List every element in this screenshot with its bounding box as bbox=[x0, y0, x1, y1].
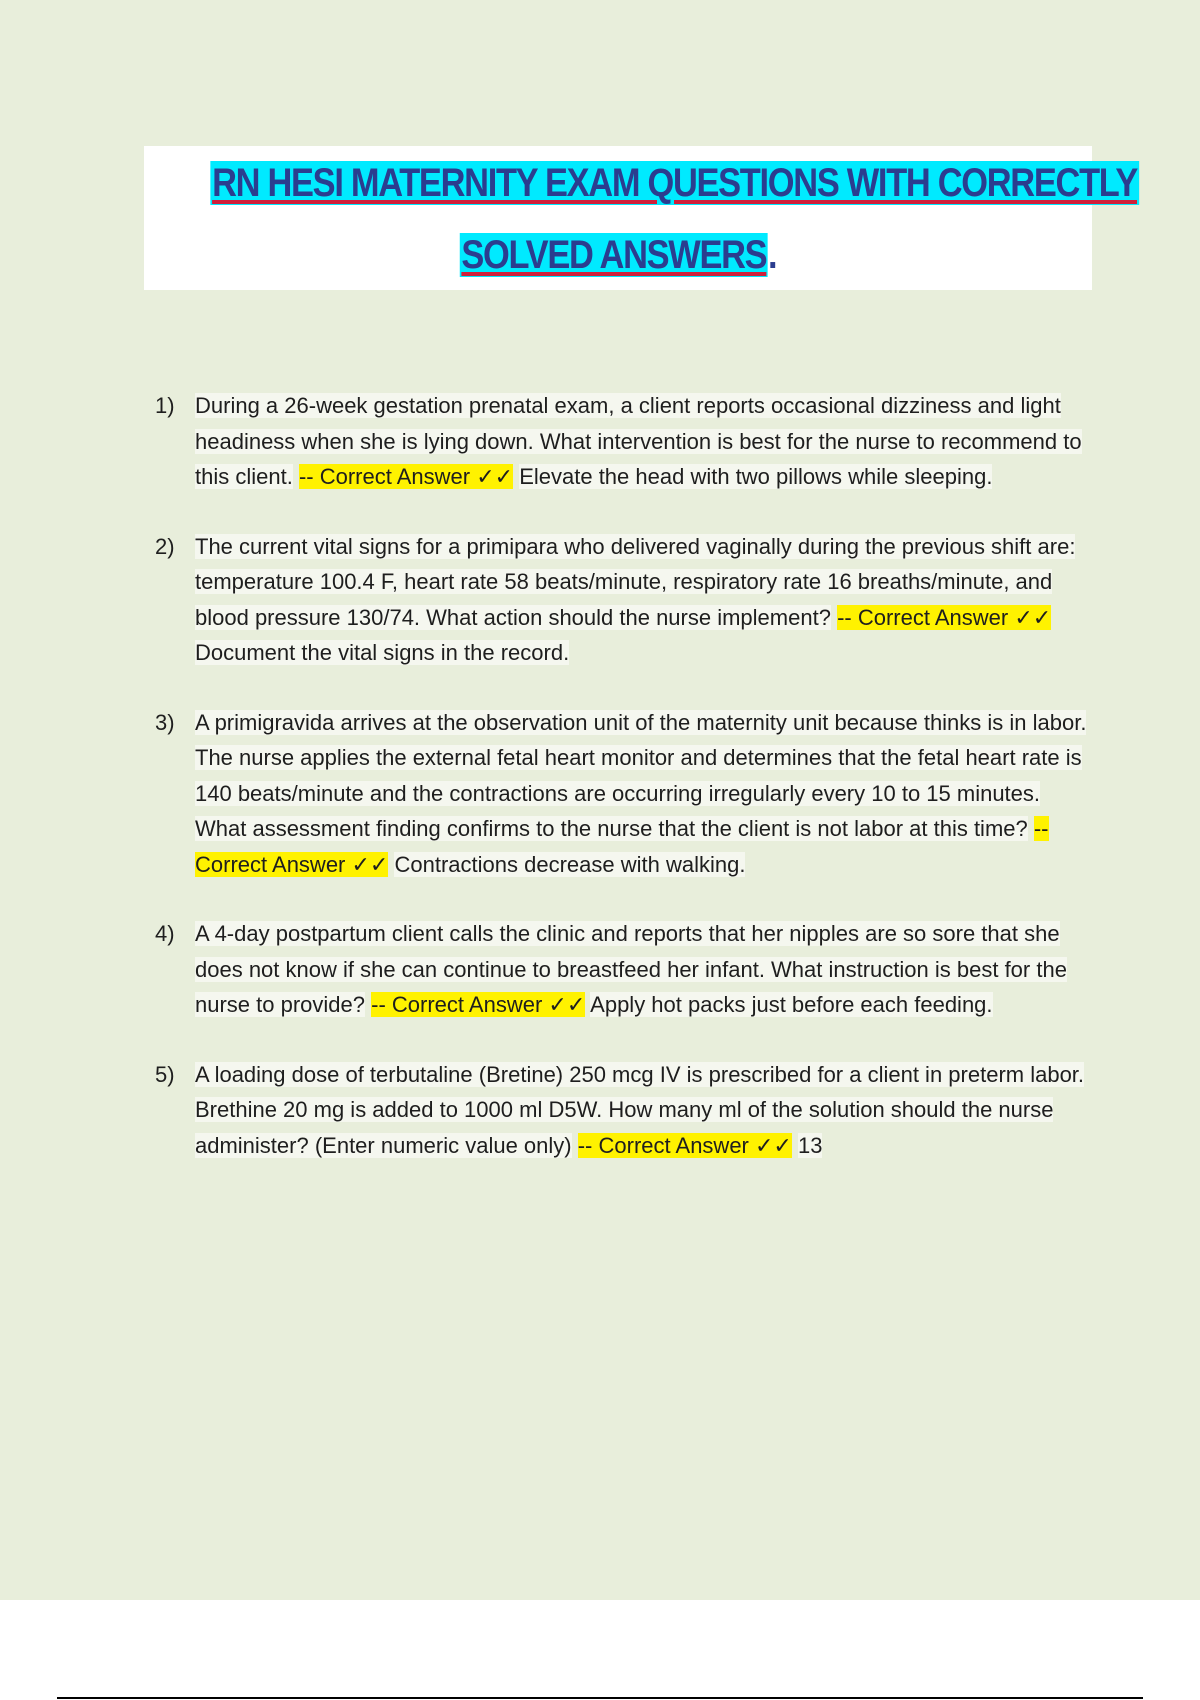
question-text: The current vital signs for a primipara who delivered vaginally during the previous shift are: temperature 100.4 F, heart rate 58 beats/minute, respiratory rate 16 breaths/minute, and blood pressure 130/74. What action should the nurse implement? bbox=[195, 533, 1076, 630]
answer-text: Elevate the head with two pillows while sleeping. bbox=[519, 464, 993, 489]
question-item-1 bbox=[155, 388, 1095, 495]
question-number: 4) bbox=[155, 921, 175, 946]
page-title-line-2: SOLVED ANSWERS. bbox=[461, 233, 777, 277]
correct-answer-label: -- Correct Answer ✓✓ bbox=[298, 464, 514, 489]
page-footer bbox=[0, 1600, 1200, 1700]
answer-text: 13 bbox=[797, 1132, 823, 1158]
correct-answer-label: -- Correct Answer ✓✓ bbox=[371, 992, 586, 1017]
correct-answer-label: -- Correct Answer ✓✓ bbox=[837, 604, 1052, 630]
correct-answer-label: -- Correct Answer ✓✓ bbox=[195, 816, 1049, 877]
title-period: . bbox=[768, 233, 777, 277]
correct-answer-label: -- Correct Answer ✓✓ bbox=[577, 1132, 792, 1158]
answer-text: Contractions decrease with walking. bbox=[394, 851, 746, 877]
question-item-5 bbox=[155, 1057, 1095, 1164]
question-text: A 4-day postpartum client calls the clinic and reports that her nipples are so sore that she does not know if she can continue to breastfeed her infant. What instruction is best for the nurse to provide? bbox=[195, 921, 1067, 1017]
question-number: 1) bbox=[155, 393, 175, 418]
title-box bbox=[144, 146, 1138, 290]
question-number: 2) bbox=[155, 533, 175, 559]
question-item-2 bbox=[155, 529, 1095, 671]
question-number: 5) bbox=[155, 1061, 175, 1087]
answer-text: Apply hot packs just before each feeding. bbox=[590, 992, 993, 1017]
page-title-line-1: RN HESI MATERNITY EXAM QUESTIONS WITH CORRECTLY bbox=[212, 161, 1138, 205]
question-text: A loading dose of terbutaline (Bretine) 250 mcg IV is prescribed for a client in preterm labor. Brethine 20 mg is added to 1000 ml D5W. How many ml of the solution should the nurse administer? (Enter numeric value only) bbox=[195, 1061, 1085, 1158]
question-item-4 bbox=[155, 916, 1095, 1023]
question-text: A primigravida arrives at the observation unit of the maternity unit because thinks is in labor. The nurse applies the external fetal heart monitor and determines that the fetal heart rate is 140 beats/minute and the contractions are occurring irregularly every 10 to 15 minutes. What assessment finding confirms to the nurse that the client is not labor at this time? bbox=[195, 709, 1087, 841]
question-item-3 bbox=[155, 705, 1095, 883]
question-number: 3) bbox=[155, 709, 175, 735]
question-text: During a 26-week gestation prenatal exam, a client reports occasional dizziness and light headiness when she is lying down. What intervention is best for the nurse to recommend to this client. bbox=[195, 393, 1082, 489]
footer-divider bbox=[57, 1697, 1143, 1699]
question-list bbox=[155, 388, 1095, 1197]
answer-text: Document the vital signs in the record. bbox=[195, 640, 570, 665]
